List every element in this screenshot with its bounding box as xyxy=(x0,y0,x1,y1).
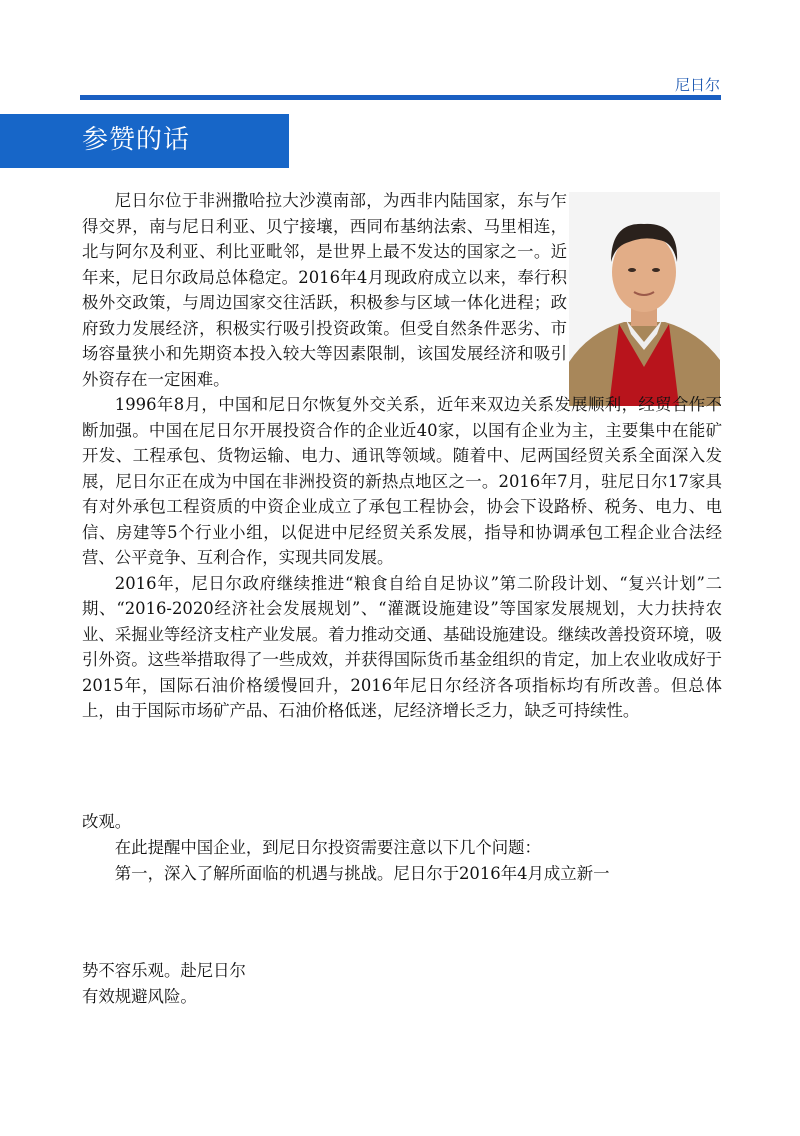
lower-text xyxy=(82,809,722,887)
tail-text xyxy=(82,958,722,1010)
paragraph-2: 1996年8月，中国和尼日尔恢复外交关系，近年来双边关系发展顺利，经贸合作不断加强。中国在尼日尔开展投资合作的企业近40家，以国有企业为主，主要集中在能矿开发、工程承包、货物运输、电力、通讯等领域。随着中、尼两国经贸关系全面深入发展，尼日尔正在成为中国在非洲投资的新热点地区之一。2016年7月，驻尼日尔17家具有对外承包工程资质的中资企业成立了承包工程协会，协会下设路桥、税务、电力、电信、房建等5个行业小组，以促进中尼经贸关系发展，指导和协调承包工程企业合法经营、公平竞争、互利合作，实现共同发展。 xyxy=(82,395,722,567)
tail-line-2: 有效规避风险。 xyxy=(82,987,197,1006)
paragraph-1: 尼日尔位于非洲撒哈拉大沙漠南部，为西非内陆国家，东与乍得交界，南与尼日利亚、贝宁接壤，西同布基纳法索、马里相连，北与阿尔及利亚、利比亚毗邻，是世界上最不发达的国家之一。近年来，尼日尔政局总体稳定。2016年4月现政府成立以来，奉行积极外交政策，与周边国家交往活跃，积极参与区域一体化进程；政府致力发展经济，积极实行吸引投资政策。但受自然条件恶劣、市场容量狭小和先期资本投入较大等因素限制，该国发展经济和吸引外资存在一定困难。 xyxy=(82,191,567,389)
header-rule xyxy=(80,95,721,100)
paragraph-3: 2016年，尼日尔政府继续推进“粮食自给自足协议”第二阶段计划、“复兴计划”二期、“2016-2020经济社会发展规划”、“灌溉设施建设”等国家发展规划，大力扶持农业、采掘业等经济支柱产业发展。着力推动交通、基础设施建设。继续改善投资环境，吸引外资。这些举措取得了一些成效，并获得国际货币基金组织的肯定，加上农业收成好于2015年，国际石油价格缓慢回升，2016年尼日尔经济各项指标均有所改善。但总体上，由于国际市场矿产品、石油价格低迷，尼经济增长乏力，缺乏可持续性。 xyxy=(82,573,722,720)
lower-line-1: 改观。 xyxy=(82,812,132,831)
lower-line-2: 在此提醒中国企业，到尼日尔投资需要注意以下几个问题： xyxy=(114,838,541,857)
page-title: 参赞的话 xyxy=(82,125,191,155)
tail-line-1: 势不容乐观。赴尼日尔 xyxy=(82,961,246,980)
header-country-label: 尼日尔 xyxy=(674,76,720,94)
lower-line-3: 第一，深入了解所面临的机遇与挑战。尼日尔于2016年4月成立新一 xyxy=(114,864,610,883)
intro-text xyxy=(82,188,722,724)
